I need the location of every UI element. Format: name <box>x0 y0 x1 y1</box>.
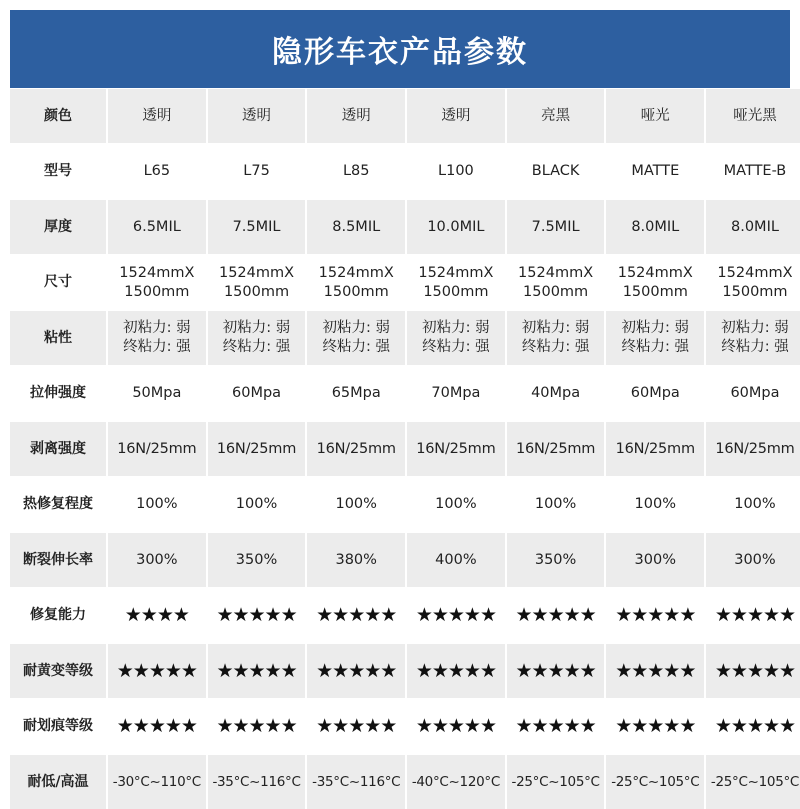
row-label: 拉伸强度 <box>10 367 106 420</box>
row-label: 型号 <box>10 145 106 198</box>
title-banner <box>10 10 790 88</box>
table-cell: MATTE-B <box>706 145 800 198</box>
row-label: 尺寸 <box>10 256 106 309</box>
row-label: 剥离强度 <box>10 422 106 476</box>
table-cell: -40°C~120°C <box>407 755 505 809</box>
table-cell: 100% <box>307 478 405 531</box>
table-cell: 300% <box>108 533 206 587</box>
table-cell: 100% <box>208 478 306 531</box>
table-cell: 透明 <box>208 89 306 143</box>
star-rating: ★★★★★ <box>108 644 206 698</box>
table-cell: L65 <box>108 145 206 198</box>
table-cell: 初粘力: 弱 终粘力: 强 <box>507 311 605 365</box>
row-label: 耐低/高温 <box>10 755 106 809</box>
table-cell: 16N/25mm <box>507 422 605 476</box>
table-cell: 40Mpa <box>507 367 605 420</box>
table-cell: 1524mmX 1500mm <box>507 256 605 309</box>
spec-table <box>10 89 800 790</box>
table-cell: 16N/25mm <box>307 422 405 476</box>
table-cell: 10.0MIL <box>407 200 505 254</box>
table-cell: 1524mmX 1500mm <box>208 256 306 309</box>
table-cell: 300% <box>606 533 704 587</box>
table-cell: 100% <box>507 478 605 531</box>
star-rating: ★★★★★ <box>208 589 306 642</box>
table-cell: 380% <box>307 533 405 587</box>
star-rating: ★★★★★ <box>307 700 405 753</box>
table-cell: 哑光 <box>606 89 704 143</box>
table-cell: 16N/25mm <box>606 422 704 476</box>
table-cell: 透明 <box>108 89 206 143</box>
table-cell: 7.5MIL <box>507 200 605 254</box>
star-rating: ★★★★★ <box>507 589 605 642</box>
star-rating: ★★★★ <box>108 589 206 642</box>
star-rating: ★★★★★ <box>606 644 704 698</box>
table-cell: 16N/25mm <box>208 422 306 476</box>
table-cell: 1524mmX 1500mm <box>407 256 505 309</box>
star-rating: ★★★★★ <box>706 700 800 753</box>
row-label: 断裂伸长率 <box>10 533 106 587</box>
table-cell: 16N/25mm <box>407 422 505 476</box>
row-label: 颜色 <box>10 89 106 143</box>
star-rating: ★★★★★ <box>307 589 405 642</box>
table-cell: 350% <box>507 533 605 587</box>
table-cell: -25°C~105°C <box>706 755 800 809</box>
row-label: 修复能力 <box>10 589 106 642</box>
table-cell: L100 <box>407 145 505 198</box>
table-cell: 7.5MIL <box>208 200 306 254</box>
table-cell: 70Mpa <box>407 367 505 420</box>
row-label: 热修复程度 <box>10 478 106 531</box>
star-rating: ★★★★★ <box>407 700 505 753</box>
table-cell: 1524mmX 1500mm <box>108 256 206 309</box>
table-cell: MATTE <box>606 145 704 198</box>
table-cell: 初粘力: 弱 终粘力: 强 <box>407 311 505 365</box>
row-label: 粘性 <box>10 311 106 365</box>
table-cell: 透明 <box>307 89 405 143</box>
table-cell: 8.0MIL <box>606 200 704 254</box>
star-rating: ★★★★★ <box>706 644 800 698</box>
table-cell: 100% <box>108 478 206 531</box>
star-rating: ★★★★★ <box>606 589 704 642</box>
table-cell: 初粘力: 弱 终粘力: 强 <box>208 311 306 365</box>
row-label: 耐黄变等级 <box>10 644 106 698</box>
table-cell: 400% <box>407 533 505 587</box>
table-cell: -25°C~105°C <box>606 755 704 809</box>
table-cell: BLACK <box>507 145 605 198</box>
star-rating: ★★★★★ <box>307 644 405 698</box>
table-cell: 300% <box>706 533 800 587</box>
table-cell: 65Mpa <box>307 367 405 420</box>
table-cell: 50Mpa <box>108 367 206 420</box>
table-cell: 1524mmX 1500mm <box>307 256 405 309</box>
star-rating: ★★★★★ <box>706 589 800 642</box>
table-cell: 8.5MIL <box>307 200 405 254</box>
table-cell: 初粘力: 弱 终粘力: 强 <box>706 311 800 365</box>
star-rating: ★★★★★ <box>407 644 505 698</box>
table-cell: 8.0MIL <box>706 200 800 254</box>
table-cell: 初粘力: 弱 终粘力: 强 <box>606 311 704 365</box>
table-cell: L85 <box>307 145 405 198</box>
table-cell: 16N/25mm <box>108 422 206 476</box>
table-cell: 亮黑 <box>507 89 605 143</box>
table-cell: L75 <box>208 145 306 198</box>
star-rating: ★★★★★ <box>208 700 306 753</box>
table-cell: -35°C~116°C <box>307 755 405 809</box>
table-cell: 100% <box>407 478 505 531</box>
table-cell: 初粘力: 弱 终粘力: 强 <box>307 311 405 365</box>
table-cell: -25°C~105°C <box>507 755 605 809</box>
table-cell: 60Mpa <box>706 367 800 420</box>
table-cell: 1524mmX 1500mm <box>706 256 800 309</box>
table-cell: 100% <box>606 478 704 531</box>
star-rating: ★★★★★ <box>208 644 306 698</box>
table-cell: 350% <box>208 533 306 587</box>
table-cell: 16N/25mm <box>706 422 800 476</box>
star-rating: ★★★★★ <box>507 700 605 753</box>
table-cell: -30°C~110°C <box>108 755 206 809</box>
table-cell: -35°C~116°C <box>208 755 306 809</box>
star-rating: ★★★★★ <box>507 644 605 698</box>
table-cell: 6.5MIL <box>108 200 206 254</box>
table-cell: 透明 <box>407 89 505 143</box>
star-rating: ★★★★★ <box>407 589 505 642</box>
star-rating: ★★★★★ <box>108 700 206 753</box>
table-cell: 哑光黑 <box>706 89 800 143</box>
table-cell: 初粘力: 弱 终粘力: 强 <box>108 311 206 365</box>
page-title: 隐形车衣产品参数 <box>272 35 528 70</box>
table-cell: 60Mpa <box>606 367 704 420</box>
table-cell: 100% <box>706 478 800 531</box>
row-label: 耐划痕等级 <box>10 700 106 753</box>
table-cell: 1524mmX 1500mm <box>606 256 704 309</box>
table-cell: 60Mpa <box>208 367 306 420</box>
star-rating: ★★★★★ <box>606 700 704 753</box>
row-label: 厚度 <box>10 200 106 254</box>
